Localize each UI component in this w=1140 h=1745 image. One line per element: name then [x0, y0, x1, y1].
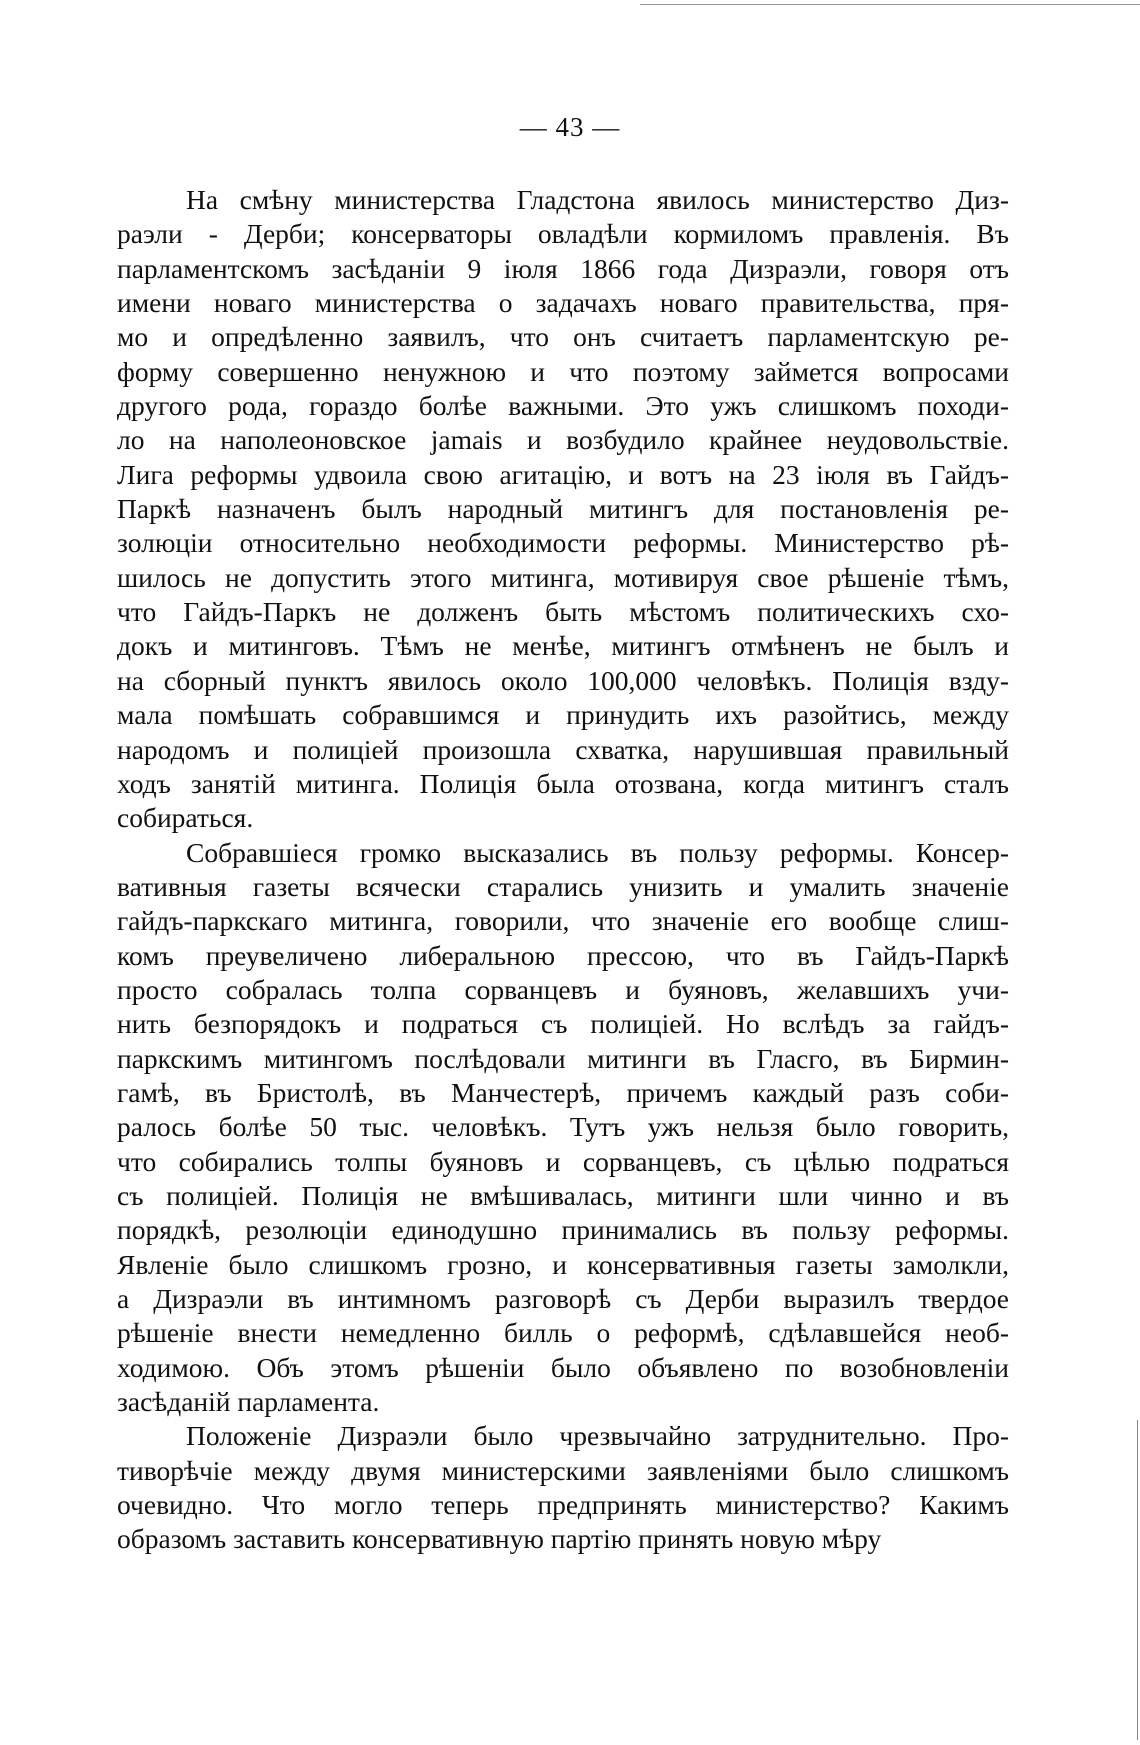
text-line: вативныя газеты всячески старались унизить и умалить значеніе [117, 870, 1009, 902]
text-line: народомъ и полиціей произошла схватка, нарушившая правильный [117, 733, 1009, 765]
text-line: форму совершенно ненужною и что поэтому займется вопросами [117, 355, 1009, 387]
text-line: Собравшіеся громко высказались въ пользу реформы. Консер- [186, 836, 1009, 868]
text-line: очевидно. Что могло теперь предпринять министерство? Какимъ [117, 1489, 1009, 1521]
scan-edge-line [640, 4, 1140, 5]
paragraph [117, 183, 1009, 836]
text-line: паркскимъ митингомъ послѣдовали митинги въ Гласго, въ Бирмин- [117, 1042, 1009, 1074]
text-line: съ полиціей. Полиція не вмѣшивалась, митинги шли чинно и въ [117, 1179, 1009, 1211]
text-line: мала помѣшать собравшимся и принудить ихъ разойтись, между [117, 699, 1009, 731]
text-line: а Дизраэли въ интимномъ разговорѣ съ Дерби выразилъ твердое [117, 1283, 1009, 1314]
text-line: На смѣну министерства Гладстона явилось министерство Диз- [186, 184, 1009, 215]
scan-edge-line [1137, 1420, 1138, 1740]
text-line: засѣданій парламента. [117, 1386, 380, 1418]
text-line: ралось болѣе 50 тыс. человѣкъ. Тутъ ужъ нельзя было говорить, [117, 1111, 1009, 1143]
text-line: Положеніе Дизраэли было чрезвычайно затруднительно. Про- [186, 1420, 1009, 1452]
text-line: шилось не допустить этого митинга, мотивируя свое рѣшеніе тѣмъ, [117, 561, 1009, 593]
text-line: рѣшеніе внести немедленно билль о реформѣ, сдѣлавшейся необ- [117, 1317, 1009, 1349]
text-line: золюціи относительно необходимости реформы. Министерство рѣ- [117, 527, 1009, 559]
text-line: раэли - Дерби; консерваторы овладѣли кормиломъ правленія. Въ [117, 218, 1009, 250]
text-line: гайдъ-паркскаго митинга, говорили, что значеніе его вообще слиш- [117, 905, 1009, 937]
text-line: собираться. [117, 802, 254, 834]
text-line: комъ преувеличено либеральною прессою, что въ Гайдъ-Паркѣ [117, 939, 1009, 971]
text-line: Лига реформы удвоила свою агитацію, и вотъ на 23 іюля въ Гайдъ- [117, 458, 1009, 490]
text-line: что собирались толпы буяновъ и сорванцевъ, съ цѣлью подраться [117, 1145, 1009, 1177]
text-line: на сборный пунктъ явилось около 100,000 человѣкъ. Полиція взду- [117, 664, 1009, 696]
text-line: нить безпорядокъ и подраться съ полиціей. Но вслѣдъ за гайдъ- [117, 1008, 1009, 1040]
text-line: другого рода, гораздо болѣе важными. Это ужъ слишкомъ походи- [117, 390, 1009, 422]
text-line: ходимою. Объ этомъ рѣшеніи было объявлено по возобновленіи [117, 1351, 1009, 1383]
text-line: порядкѣ, резолюціи единодушно принимались въ пользу реформы. [117, 1214, 1009, 1246]
paragraph [117, 836, 1009, 1420]
text-line: образомъ заставить консервативную партію принять новую мѣру [117, 1523, 882, 1555]
text-line: гамѣ, въ Бристолѣ, въ Манчестерѣ, причемъ каждый разъ соби- [117, 1076, 1009, 1108]
text-line: докъ и митинговъ. Тѣмъ не менѣе, митингъ отмѣненъ не былъ и [117, 630, 1009, 662]
text-line: ло на наполеоновское jamais и возбудило крайнее неудовольствіе. [117, 424, 1009, 456]
text-line: Паркѣ назначенъ былъ народный митингъ для постановленія ре- [117, 493, 1009, 525]
text-line: ходъ занятій митинга. Полиція была отозвана, когда митингъ сталъ [117, 767, 1009, 799]
text-line: что Гайдъ-Паркъ не долженъ быть мѣстомъ политическихъ схо- [117, 596, 1009, 628]
text-line: парламентскомъ засѣданіи 9 іюля 1866 года Дизраэли, говоря отъ [117, 252, 1009, 284]
text-line: тиворѣчіе между двумя министерскими заявленіями было слишкомъ [117, 1454, 1009, 1486]
text-line: мо и опредѣленно заявилъ, что онъ считаетъ парламентскую ре- [117, 321, 1009, 353]
page-text [117, 183, 1009, 1557]
text-line: просто собралась толпа сорванцевъ и буяновъ, желавшихъ учи- [117, 973, 1009, 1005]
text-line: Явленіе было слишкомъ грозно, и консервативныя газеты замолкли, [117, 1248, 1009, 1280]
page-number: — 43 — [519, 112, 621, 142]
text-line: имени новаго министерства о задачахъ новаго правительства, пря- [117, 287, 1009, 319]
paragraph [117, 1419, 1009, 1556]
